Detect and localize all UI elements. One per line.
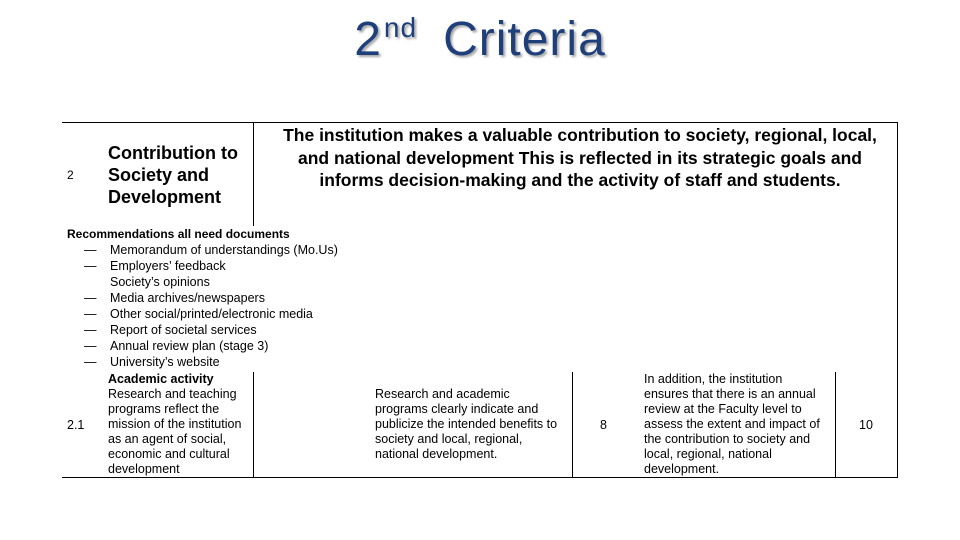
dash-bullet: —	[84, 355, 97, 369]
level-8-score: 8	[600, 418, 607, 432]
dash-bullet: —	[84, 307, 97, 321]
top-rule	[62, 122, 898, 123]
list-item	[84, 306, 338, 322]
criterion-number: 2	[67, 168, 74, 182]
recommendations-heading: Recommendations all need documents	[67, 227, 290, 241]
slide-title	[0, 2, 960, 78]
level-10-text: In addition, the institution ensures that there is an annual review at the Faculty level to assess the extent and impact of the contribution to society and local, regional, national development.	[644, 372, 820, 476]
criterion-statement: The institution makes a valuable contribution to society, regional, local, and national development This is reflected in its strategic goals and informs decision-making and the activity of staff and students.	[283, 125, 877, 190]
list-item-text: Employers’ feedback	[110, 259, 226, 273]
list-item	[84, 258, 338, 274]
sub-criterion-heading: Academic activity	[108, 372, 214, 386]
dash-bullet: —	[84, 259, 97, 273]
slide-title-ordinal: nd	[383, 12, 418, 43]
sub-criterion-description: Research and teaching programs reflect the mission of the institution as an agent of social, economic and cultural development	[108, 387, 242, 476]
dash-bullet: —	[84, 291, 97, 305]
dash-bullet: —	[84, 323, 97, 337]
list-item	[84, 338, 338, 354]
level-10-score: 10	[859, 418, 873, 432]
list-item-text: Media archives/newspapers	[110, 291, 265, 305]
list-item-text: Annual review plan (stage 3)	[110, 339, 269, 353]
level-8-text: Research and academic programs clearly indicate and publicize the intended benefits to society and local, regional, national development.	[375, 387, 558, 461]
list-item	[84, 354, 338, 370]
list-item	[84, 290, 338, 306]
slide-title-number: 2	[354, 13, 382, 66]
list-item	[84, 322, 338, 338]
title-divider	[253, 122, 254, 226]
col-divider-2	[572, 372, 573, 478]
list-item-text: University’s website	[110, 355, 220, 369]
list-item	[84, 274, 338, 290]
list-item-text: Society’s opinions	[110, 275, 210, 289]
criterion-title: Contribution to Society and Development	[108, 143, 238, 207]
slide-title-word: Criteria	[443, 13, 606, 66]
col-divider-3	[835, 372, 836, 478]
recommendations-list	[84, 242, 338, 370]
bottom-rule	[62, 477, 898, 478]
right-border	[897, 122, 898, 478]
list-item-text: Memorandum of understandings (Mo.Us)	[110, 243, 338, 257]
sub-criterion-number: 2.1	[67, 418, 85, 432]
list-item-text: Report of societal services	[110, 323, 257, 337]
list-item-text: Other social/printed/electronic media	[110, 307, 313, 321]
dash-bullet: —	[84, 339, 97, 353]
dash-bullet: —	[84, 243, 97, 257]
list-item	[84, 242, 338, 258]
col-divider-1	[253, 372, 254, 478]
criteria-document	[62, 122, 898, 478]
